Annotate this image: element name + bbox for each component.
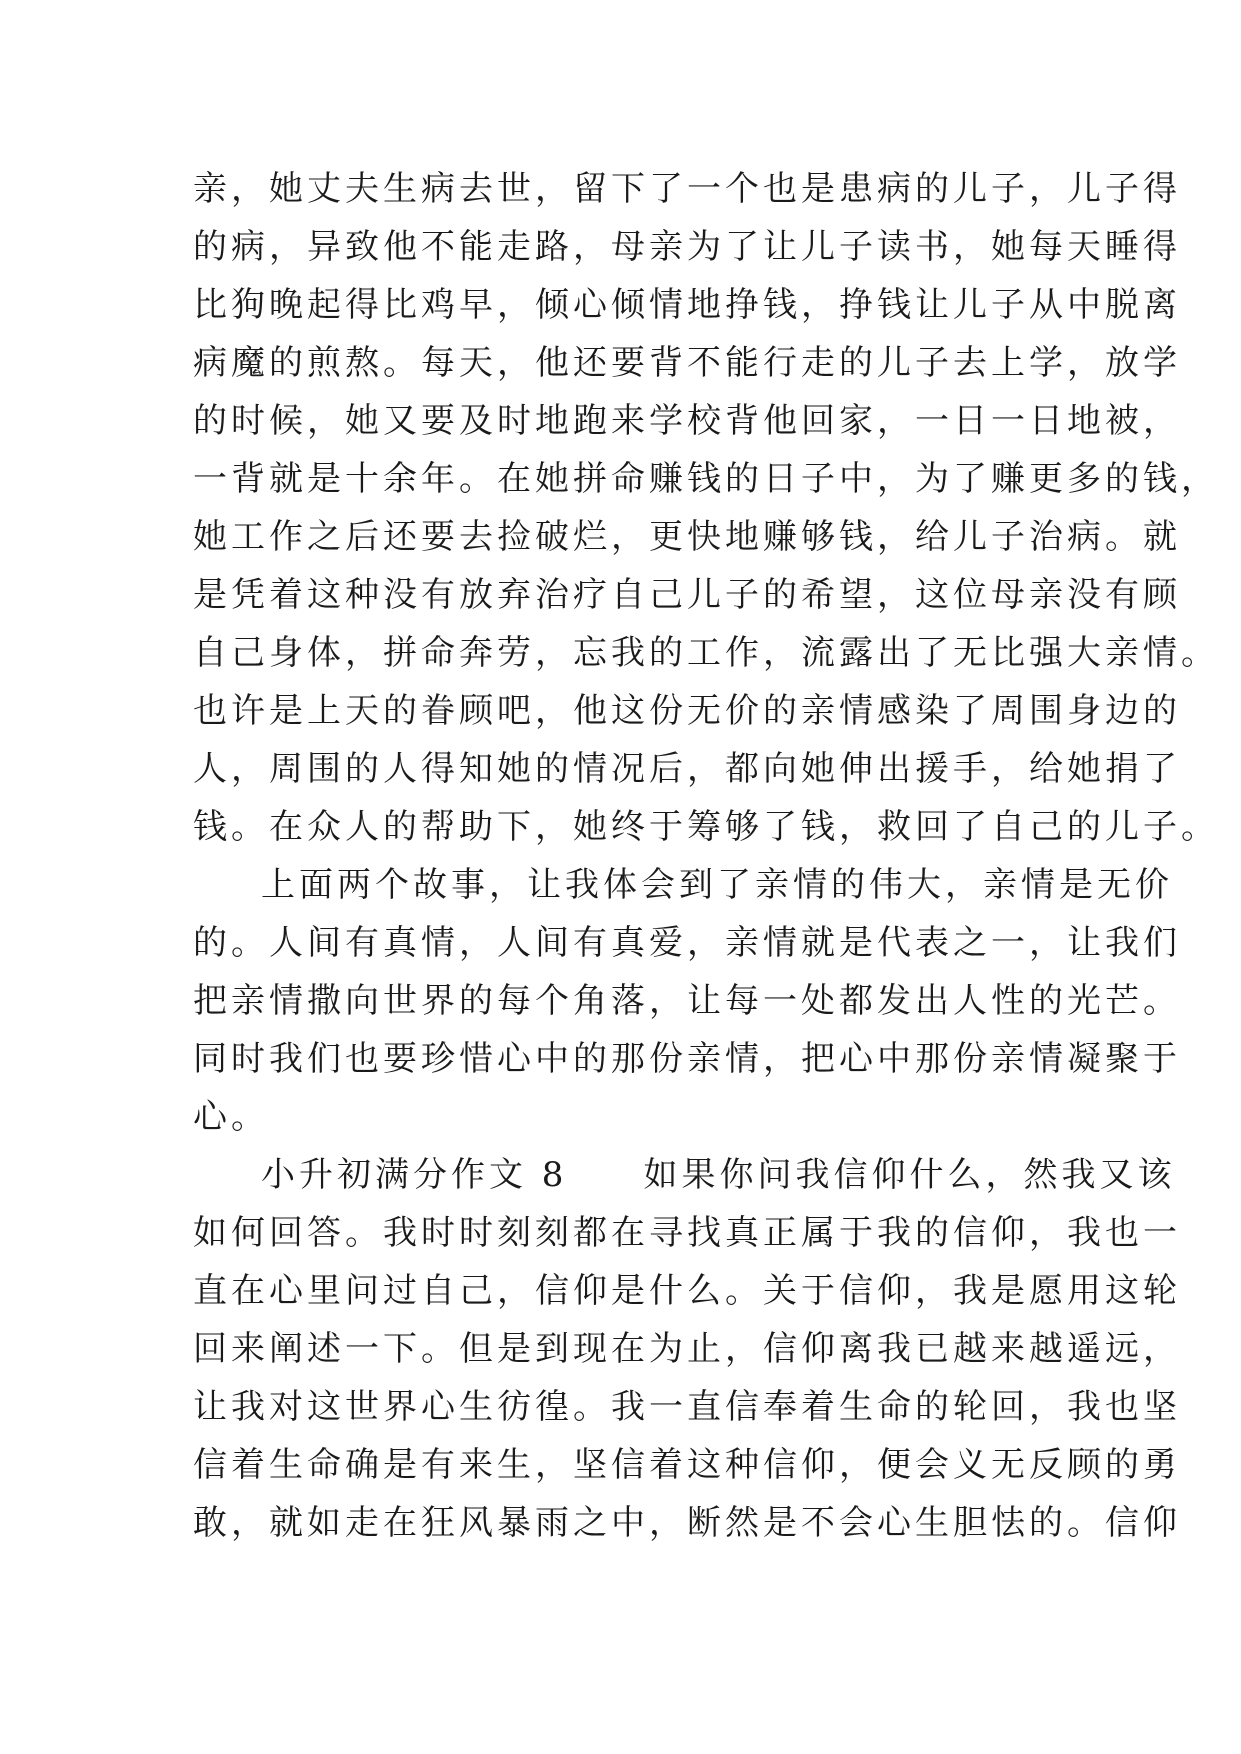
text-line: 心。 — [193, 1097, 269, 1137]
text-line: 同时我们也要珍惜心中的那份亲情，把心中那份亲情凝聚于 — [193, 1039, 1181, 1079]
text-line: 让我对这世界心生彷徨。我一直信奉着生命的轮回，我也坚 — [193, 1387, 1181, 1427]
text-line: 她工作之后还要去捡破烂，更快地赚够钱，给儿子治病。就 — [193, 517, 1181, 557]
text-line: 也许是上天的眷顾吧，他这份无价的亲情感染了周围身边的 — [193, 691, 1181, 731]
text-line: 把亲情撒向世界的每个角落，让每一处都发出人性的光芒。 — [193, 981, 1181, 1021]
text-line: 的。人间有真情，人间有真爱，亲情就是代表之一，让我们 — [193, 923, 1181, 963]
text-line: 直在心里问过自己，信仰是什么。关于信仰，我是愿用这轮 — [193, 1271, 1181, 1311]
text-line: 如何回答。我时时刻刻都在寻找真正属于我的信仰，我也一 — [193, 1213, 1181, 1253]
text-line: 的病，异致他不能走路，母亲为了让儿子读书，她每天睡得 — [193, 227, 1181, 267]
text-line: 的时候，她又要及时地跑来学校背他回家，一日一日地被， — [193, 401, 1181, 441]
paragraph-start-line: 上面两个故事，让我体会到了亲情的伟大，亲情是无价 — [261, 865, 1173, 905]
text-line: 钱。在众人的帮助下，她终于筹够了钱，救回了自己的儿子。 — [193, 807, 1219, 847]
text-line: 病魔的煎熬。每天，他还要背不能行走的儿子去上学，放学 — [193, 343, 1181, 383]
text-line: 是凭着这种没有放弃治疗自己儿子的希望，这位母亲没有顾 — [193, 575, 1181, 615]
text-line: 回来阐述一下。但是到现在为止，信仰离我已越来越遥远， — [193, 1329, 1181, 1369]
text-line: 信着生命确是有来生，坚信着这种信仰，便会义无反顾的勇 — [193, 1445, 1181, 1485]
text-line: 敢，就如走在狂风暴雨之中，断然是不会心生胆怯的。信仰 — [193, 1503, 1181, 1543]
essay-heading-line: 小升初满分作文 8 如果你问我信仰什么，然我又该 — [261, 1155, 1176, 1195]
text-line: 亲，她丈夫生病去世，留下了一个也是患病的儿子，儿子得 — [193, 169, 1181, 209]
text-line: 比狗晚起得比鸡早，倾心倾情地挣钱，挣钱让儿子从中脱离 — [193, 285, 1181, 325]
text-line: 人，周围的人得知她的情况后，都向她伸出援手，给她捐了 — [193, 749, 1181, 789]
text-line: 一背就是十余年。在她拼命赚钱的日子中，为了赚更多的钱， — [193, 459, 1219, 499]
document-body — [193, 160, 1219, 1552]
text-line: 自己身体，拼命奔劳，忘我的工作，流露出了无比强大亲情。 — [193, 633, 1219, 673]
